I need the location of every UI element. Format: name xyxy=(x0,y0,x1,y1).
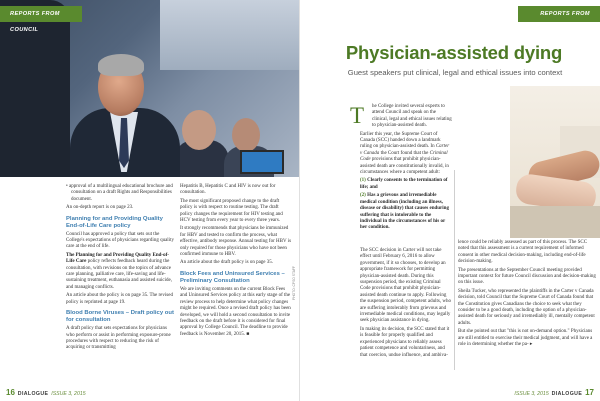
case-name: Carter v Canada xyxy=(360,144,450,156)
bbv-paragraph-1: A draft policy that sets expectations for physicians who perform or assist in performing exposure-prone procedures with respect to reducing the risk of acquiring or transmitting xyxy=(66,326,171,351)
condition-1-number: (1) xyxy=(360,178,366,184)
bbv-paragraph-4: It strongly recommends that physicians be immunized for HBV and tested to confirm the process, what effective, antibody response. Annual testing for HBV is only required for those physicians who have not been confirmed immune to HBV. xyxy=(180,226,292,258)
photo-credit: PHOTO: CPSO STAFF xyxy=(292,266,296,300)
eol-paragraph-2 xyxy=(66,253,176,291)
condition-2-number: (2) xyxy=(360,193,366,199)
magazine-name-left: DIALOGUE xyxy=(17,391,49,397)
eol-paragraph-3: An article about the policy is on page 35. The revised policy is reprinted at page 19. xyxy=(66,293,173,305)
drop-cap: T xyxy=(350,103,365,128)
issue-label-left: ISSUE 3, 2015 xyxy=(51,391,86,397)
on-demand-paragraph: But she pointed out that "this is not on-demand option." Physicians are still entitled to exercise their medical judgment, and will have a role in determining whether the pa- ▸ xyxy=(458,329,593,348)
subhead-block-fees: Block Fees and Uninsured Services – Preliminary Consultation xyxy=(180,270,285,284)
issue-label-right: ISSUE 3, 2015 xyxy=(514,391,549,397)
criminal-code: Criminal Code xyxy=(360,150,448,163)
condition-1-text: Clearly consents to the termination of life; and xyxy=(360,178,448,190)
eol-paragraph-2-rest: policy reflects feedback heard during the consultation, with revisions on the topics of advance care planning, palliative care, life-saving and life-sustaining treatment, euthanasia and assisted suicide, and managing conflicts. xyxy=(66,259,172,290)
block-fees-paragraph: We are inviting comments on the current Block Fees and Uninsured Services policy at this early stage of the review process to help determine what policy changes might be required. Once a revised draft policy has been developed, we will hold a second consultation to invite feedback on the draft before it is considered for final approval by College Council. The deadline to provide feedback is November 20, 2015. ■ xyxy=(180,286,291,337)
eol-paragraph-1: Council has approved a policy that sets out the College's expectations of physicians regarding quality care at the end of life. xyxy=(66,231,174,250)
right-column-2 xyxy=(360,248,452,361)
page-number-left: 16 xyxy=(6,388,15,397)
photo-laptop xyxy=(240,150,284,174)
photo-attendee-head-2 xyxy=(232,118,260,152)
suspension-paragraph: The SCC decision in Carter will not take effect until February 6, 2016 to allow government, if it so chooses, to develop an appropriate framework for permitting physician-assisted death. During this suspension period, the existing Criminal Code provisions that prohibit physician-assisted death continue to apply. Following the suspension period, competent adults, who are suffering intolerably from grievous and irremediable medical conditions, may legally seek physician assistance in dying. xyxy=(360,248,451,324)
column-rule xyxy=(454,170,455,370)
left-column-1 xyxy=(66,184,176,354)
bbv-paragraph-5: An article about the draft policy is on page 35. xyxy=(180,260,274,266)
p2-part-c: provisions that prohibit physician-assisted death are constitutionally invalid, in circumstances where a competent adult: xyxy=(360,157,449,176)
council-meeting-photo xyxy=(0,0,300,177)
intro-line: An on-depth report is on page 23. xyxy=(66,205,134,211)
footer-right xyxy=(514,388,594,397)
article-deck: Guest speakers put clinical, legal and ethical issues into context xyxy=(347,68,563,77)
subhead-blood-borne-viruses: Blood Borne Viruses – Draft policy out for consultation xyxy=(66,310,174,324)
photo-speaker-hair xyxy=(98,54,144,76)
condition-2-text: Has a grievous and irremediable medical condition (including an illness, disease or disability) that causes enduring suffering that is intolerable to the individual in the circumstances of his or her condition. xyxy=(360,193,449,231)
condition-1 xyxy=(360,178,452,191)
scc-feasibility-paragraph: In making its decision, the SCC stated that it is feasible for properly qualified and experienced physicians to reliably assess patient competence and voluntariness, and that coercion, undue influence, and ambiva- xyxy=(360,326,450,358)
photo-window xyxy=(160,0,300,70)
page-number-right: 17 xyxy=(585,388,594,397)
right-page xyxy=(300,0,600,401)
section-tab-right: REPORTS FROM COUNCIL xyxy=(518,6,600,22)
footer-left xyxy=(6,388,86,397)
holding-hands-photo xyxy=(510,86,600,238)
tucker-paragraph: Sheila Tucker, who represented the plaintiffs in the Carter v Canada decision, told Council that the Supreme Court of Canada found that the Constitution gives Canadians the choice to seek what they consider to be a good death, including the option of a physician-assisted death for seriously and irremediably ill, mentally competent adults. xyxy=(458,288,595,326)
assessment-paragraph: lence could be reliably assessed as part of this process. The SCC noted that this assessment is a current requirement of informed consent in other medical decision-making, including end-of-life decision-making. xyxy=(458,240,588,265)
left-column-2 xyxy=(180,184,292,340)
article-paragraph-2 xyxy=(360,132,452,177)
article-headline: Physician-assisted dying xyxy=(345,42,563,63)
intro-bullet: • approval of a multilingual educational brochure and consultation on a draft Rights and Responsibilities document. xyxy=(66,184,173,202)
right-column-1 xyxy=(360,104,452,234)
eol-policy-name: The Planning for and Providing Quality End-of-Life Care xyxy=(66,252,169,265)
presentations-paragraph: The presentations at the September Council meeting provided important context for future Council discussion and decision-making on this issue. xyxy=(458,267,596,286)
article-intro: he College invited several experts to attend Council and speak on the clinical, legal and ethical issues relating to physician-assisted death. xyxy=(372,104,452,129)
right-column-3 xyxy=(458,240,596,351)
photo-blanket xyxy=(510,206,600,238)
bbv-paragraph-3: The most significant proposed change to the draft policy is with respect to routine testing. The draft policy changes the requirement for HIV testing and HCV testing from every year to every three years. xyxy=(180,198,283,224)
p2-part-b: the Court found that the xyxy=(380,150,429,156)
magazine-name-right: DIALOGUE xyxy=(551,391,583,397)
section-tab-left: REPORTS FROM COUNCIL xyxy=(0,6,82,22)
bbv-paragraph-2: Hepatitis B, Hepatitis C and HIV is now out for consultation. xyxy=(180,184,276,196)
subhead-end-of-life: Planning for and Providing Quality End-of-Life Care policy xyxy=(66,215,163,229)
photo-attendee-head xyxy=(182,110,216,150)
p2-part-a: Earlier this year, the Supreme Court of Canada (SCC) handed down a landmark ruling on physician-assisted death. In xyxy=(360,131,441,150)
condition-2 xyxy=(360,193,452,231)
